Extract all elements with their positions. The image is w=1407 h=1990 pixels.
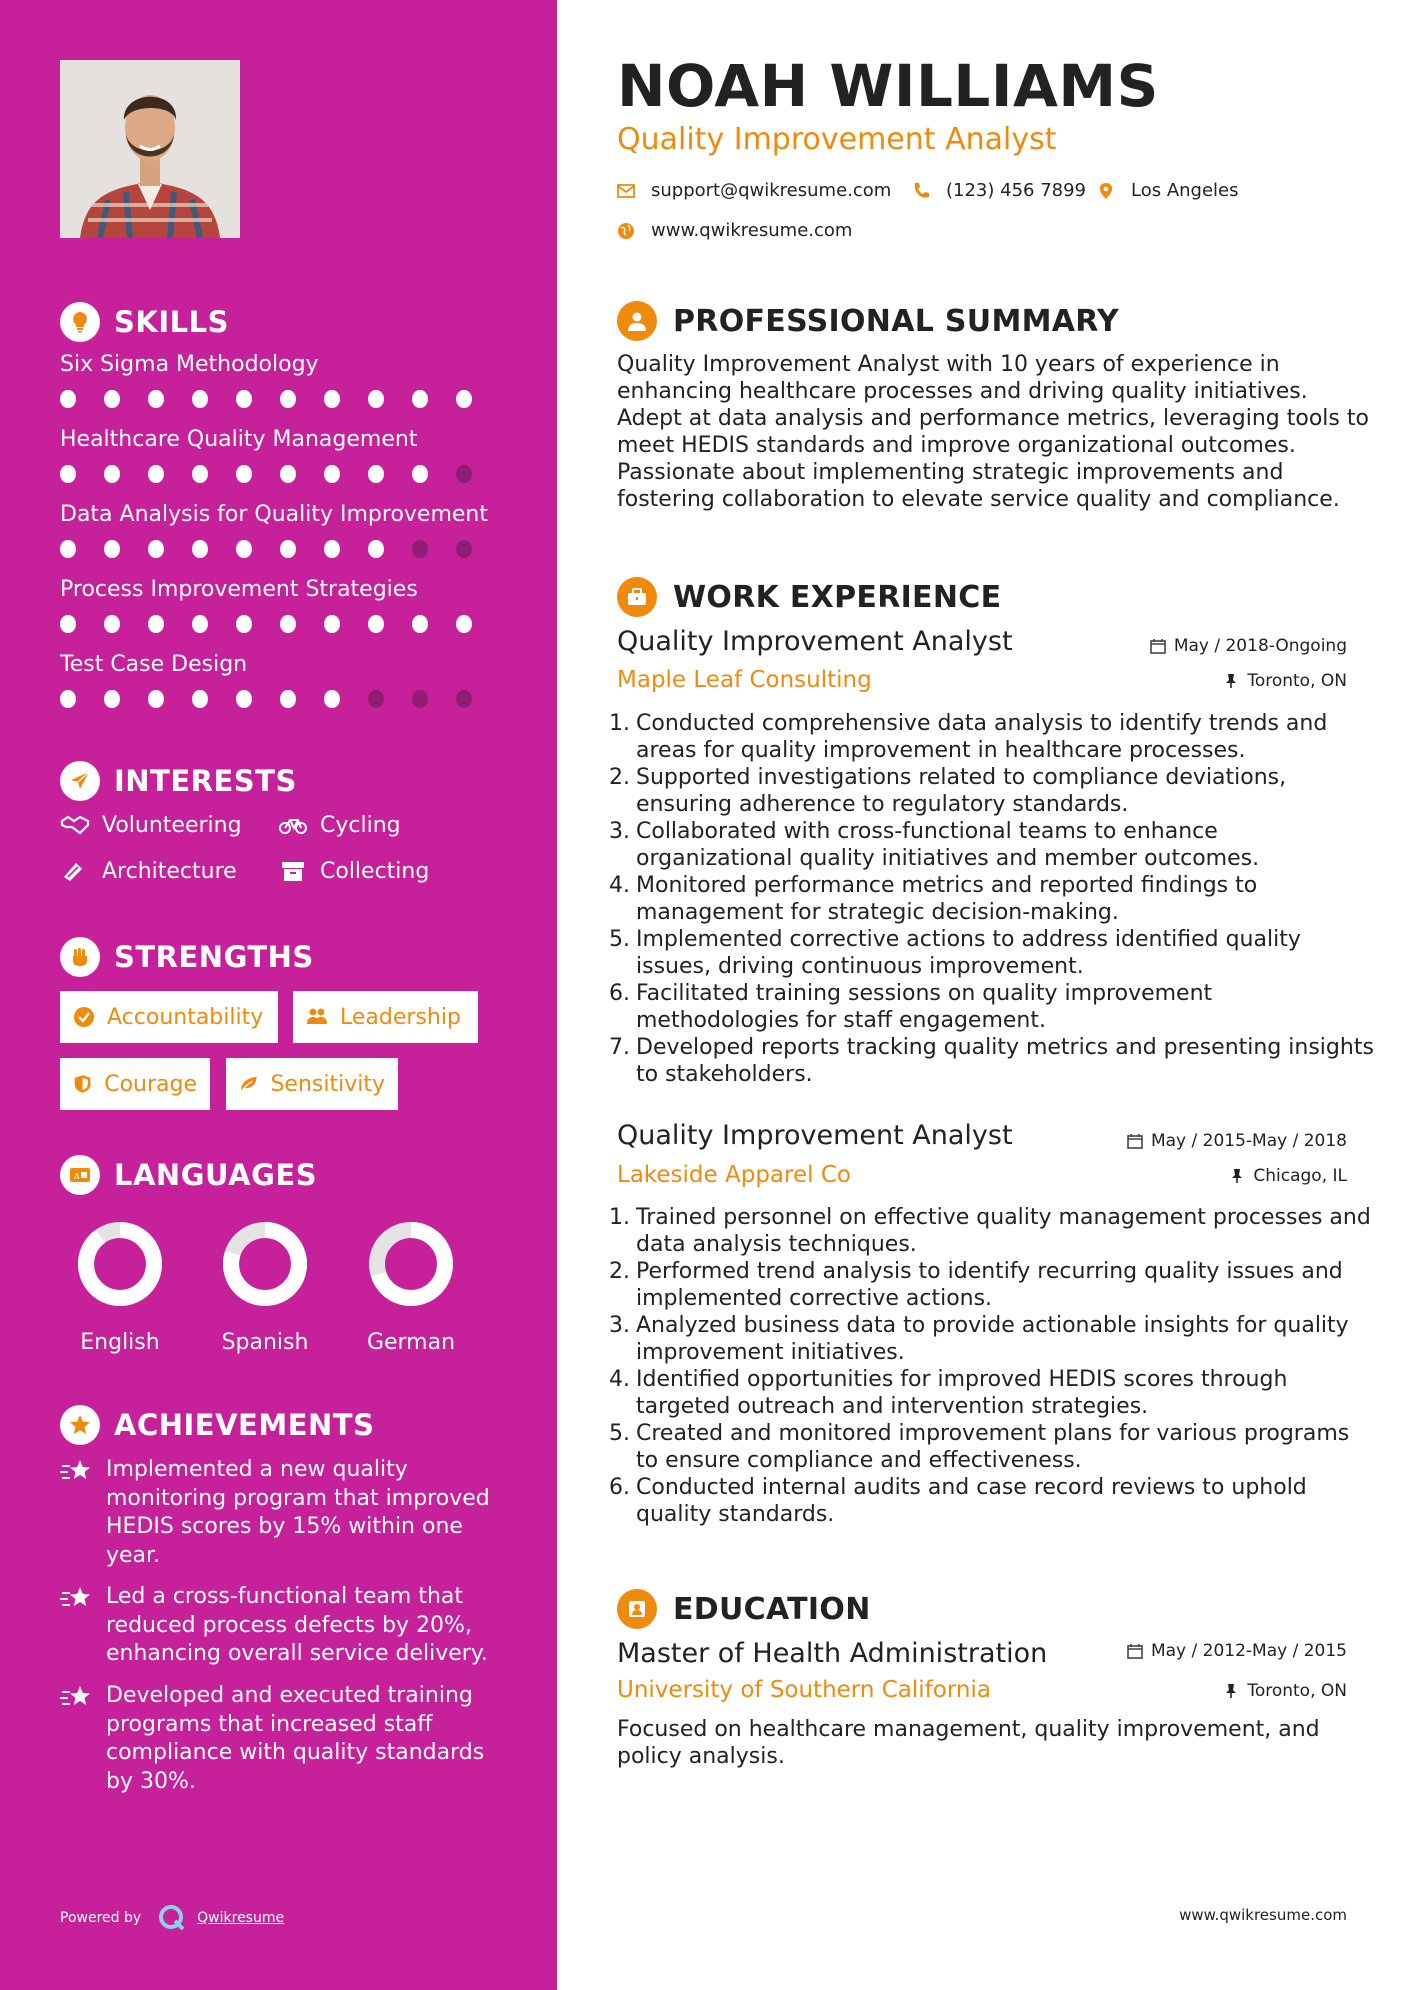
skill-item [60, 350, 500, 408]
bullet-number: 6. [609, 1475, 630, 1500]
interest-label: Architecture [102, 858, 237, 884]
skill-level-dots [60, 540, 500, 558]
powered-by-label: Powered by [60, 1910, 142, 1926]
bullet-text: Facilitated training sessions on quality improvement methodologies for staff engagement. [636, 981, 1213, 1033]
fist-icon [60, 937, 100, 977]
interest-collecting [278, 856, 429, 886]
skill-dot-filled [192, 390, 208, 408]
job-location-text: Toronto, ON [1247, 671, 1347, 691]
strengths-section-header [60, 935, 314, 979]
website-text: www.qwikresume.com [651, 220, 853, 241]
education-section-header [617, 1587, 871, 1631]
contact-website[interactable] [617, 220, 852, 241]
skill-dot-filled [368, 540, 384, 558]
job-bullet [609, 872, 1374, 926]
briefcase-icon [617, 577, 657, 617]
job-bullet-list [609, 1204, 1374, 1528]
skill-dot-filled [236, 540, 252, 558]
svg-text:A: A [74, 1172, 80, 1181]
strength-courage [60, 1058, 210, 1110]
strength-sensitivity [226, 1058, 398, 1110]
achievements-section-header [60, 1403, 374, 1447]
interest-label: Volunteering [102, 812, 242, 838]
contact-phone[interactable] [912, 180, 1086, 201]
skill-name: Healthcare Quality Management [60, 427, 418, 452]
skill-dot-filled [148, 465, 164, 483]
contact-email[interactable] [617, 180, 891, 201]
skill-dot-filled [324, 540, 340, 558]
job-location [1229, 1166, 1347, 1186]
job-bullet [609, 710, 1374, 764]
job-location-text: Chicago, IL [1253, 1166, 1347, 1186]
language-level-ring [365, 1218, 457, 1310]
phone-icon [912, 182, 930, 200]
interest-cycling [278, 810, 401, 840]
map-marker-icon [1097, 182, 1115, 200]
bullet-number: 3. [609, 1313, 630, 1338]
skill-dot-filled [192, 540, 208, 558]
skill-dot-filled [456, 615, 472, 633]
sidebar [0, 0, 557, 1990]
education-location-text: Toronto, ON [1247, 1681, 1347, 1701]
skill-dot-empty [456, 465, 472, 483]
skill-item [60, 575, 500, 633]
education-location [1223, 1681, 1347, 1701]
skill-dot-filled [324, 615, 340, 633]
star-list-icon [60, 1458, 92, 1486]
calendar-icon [1150, 638, 1166, 654]
experience-title: WORK EXPERIENCE [673, 579, 1002, 615]
bullet-text: Implemented corrective actions to address identified quality issues, driving continuous improvement. [636, 927, 1301, 979]
skill-dot-filled [104, 540, 120, 558]
skill-dot-filled [236, 690, 252, 708]
bullet-text: Monitored performance metrics and reported findings to management for strategic decision-making. [636, 873, 1258, 925]
bullet-text: Developed reports tracking quality metrics and presenting insights to stakeholders. [636, 1035, 1374, 1087]
bullet-number: 1. [609, 711, 630, 736]
star-list-icon [60, 1585, 92, 1613]
summary-section-header [617, 299, 1119, 343]
skill-dot-filled [412, 615, 428, 633]
graduation-icon [617, 1589, 657, 1629]
star-badge-icon [60, 1405, 100, 1445]
skill-item [60, 650, 500, 708]
leaf-icon [239, 1073, 258, 1095]
experience-section-header [617, 575, 1001, 619]
strength-label: Courage [104, 1071, 197, 1097]
skill-dot-filled [192, 690, 208, 708]
education-title: EDUCATION [673, 1591, 871, 1627]
user-icon [617, 301, 657, 341]
interest-label: Collecting [320, 858, 430, 884]
skill-dot-filled [368, 465, 384, 483]
job-bullet [609, 1312, 1374, 1366]
job-bullet [609, 1258, 1374, 1312]
bullet-text: Conducted internal audits and case record reviews to uphold quality standards. [636, 1475, 1307, 1527]
achievement-text: Led a cross-functional team that reduced process defects by 20%, enhancing overall service delivery. [106, 1584, 488, 1666]
skill-level-dots [60, 465, 500, 483]
skill-name: Process Improvement Strategies [60, 577, 418, 602]
skill-dot-filled [236, 615, 252, 633]
bullet-text: Identified opportunities for improved HEDIS scores through targeted outreach and intervention strategies. [636, 1367, 1288, 1419]
users-icon [306, 1006, 328, 1028]
skill-level-dots [60, 690, 500, 708]
skill-dot-empty [412, 540, 428, 558]
bullet-number: 2. [609, 765, 630, 790]
language-icon [60, 1155, 100, 1195]
footer-url[interactable]: www.qwikresume.com [1179, 1906, 1347, 1924]
skill-level-dots [60, 390, 500, 408]
job-dates-text: May / 2018-Ongoing [1173, 636, 1347, 656]
job-bullet [609, 1366, 1374, 1420]
skill-dot-filled [192, 465, 208, 483]
bullet-number: 6. [609, 981, 630, 1006]
check-circle-icon [73, 1006, 95, 1028]
skill-item [60, 425, 500, 483]
interests-section-header [60, 759, 297, 803]
location-text: Los Angeles [1131, 180, 1239, 201]
skill-dot-filled [148, 615, 164, 633]
company-name: Lakeside Apparel Co [617, 1162, 851, 1188]
skill-dot-filled [280, 690, 296, 708]
contact-location [1097, 180, 1239, 201]
skill-dot-empty [368, 690, 384, 708]
language-item [205, 1218, 325, 1355]
candidate-name: NOAH WILLIAMS [617, 52, 1159, 120]
skill-dot-filled [324, 690, 340, 708]
skill-dot-filled [148, 390, 164, 408]
skill-dot-filled [280, 465, 296, 483]
education-dates [1127, 1641, 1347, 1661]
bullet-number: 2. [609, 1259, 630, 1284]
skill-dot-empty [456, 690, 472, 708]
interest-volunteering [60, 810, 242, 840]
achievement-text: Implemented a new quality monitoring program that improved HEDIS scores by 15% within one year. [106, 1457, 490, 1568]
job-title: Quality Improvement Analyst [617, 1120, 1013, 1151]
skill-level-dots [60, 615, 500, 633]
skill-name: Test Case Design [60, 652, 248, 677]
language-name: Spanish [221, 1330, 309, 1355]
skill-dot-filled [60, 465, 76, 483]
strength-label: Accountability [107, 1004, 264, 1030]
bullet-text: Created and monitored improvement plans for various programs to ensure compliance and effectiveness. [636, 1421, 1350, 1473]
candidate-role: Quality Improvement Analyst [617, 122, 1057, 157]
degree-title: Master of Health Administration [617, 1638, 1048, 1669]
bullet-number: 5. [609, 1421, 630, 1446]
strength-label: Sensitivity [270, 1071, 385, 1097]
skill-dot-filled [412, 465, 428, 483]
skill-name: Six Sigma Methodology [60, 352, 319, 377]
lightbulb-icon [60, 302, 100, 342]
strength-leadership [293, 991, 478, 1043]
job-bullet [609, 1204, 1374, 1258]
interest-label: Cycling [320, 812, 401, 838]
skill-dot-filled [192, 615, 208, 633]
skill-name: Data Analysis for Quality Improvement [60, 502, 489, 527]
skill-dot-filled [368, 615, 384, 633]
interests-title: INTERESTS [114, 764, 297, 798]
skill-dot-filled [104, 465, 120, 483]
skill-dot-empty [456, 540, 472, 558]
calendar-icon [1127, 1643, 1143, 1659]
job-bullet [609, 1474, 1374, 1528]
job-bullet [609, 980, 1374, 1034]
education-dates-text: May / 2012-May / 2015 [1150, 1641, 1347, 1661]
bullet-number: 3. [609, 819, 630, 844]
powered-by [60, 1903, 284, 1933]
bullet-text: Collaborated with cross-functional teams to enhance organizational quality initiatives and member outcomes. [636, 819, 1260, 871]
strength-accountability [60, 991, 278, 1043]
pin-icon [1223, 673, 1239, 689]
skill-dot-filled [412, 390, 428, 408]
language-name: English [80, 1330, 160, 1355]
language-level-ring [74, 1218, 166, 1310]
archive-icon [278, 859, 308, 883]
email-text: support@qwikresume.com [651, 180, 892, 201]
achievement-item [60, 1682, 505, 1796]
skill-dot-filled [324, 390, 340, 408]
achievement-text: Developed and executed training programs that increased staff compliance with quality standards by 30%. [106, 1683, 485, 1794]
shield-icon [73, 1073, 92, 1095]
company-name: Maple Leaf Consulting [617, 667, 872, 693]
summary-title: PROFESSIONAL SUMMARY [673, 303, 1120, 339]
skill-dot-filled [60, 540, 76, 558]
pencil-ruler-icon [60, 859, 90, 883]
bullet-number: 4. [609, 873, 630, 898]
job-bullet [609, 818, 1374, 872]
language-item [60, 1218, 180, 1355]
language-name: German [366, 1330, 456, 1355]
skill-dot-filled [456, 390, 472, 408]
languages-title: LANGUAGES [114, 1158, 318, 1192]
skills-section-header [60, 300, 229, 344]
globe-icon [617, 222, 635, 240]
main-content [557, 0, 1407, 1990]
achievement-item [60, 1583, 505, 1669]
calendar-icon [1127, 1133, 1143, 1149]
bullet-text: Trained personnel on effective quality management processes and data analysis techniques. [636, 1205, 1371, 1257]
job-bullet [609, 764, 1374, 818]
skill-dot-filled [148, 690, 164, 708]
skill-dot-filled [236, 390, 252, 408]
phone-text: (123) 456 7899 [946, 180, 1087, 201]
bullet-number: 5. [609, 927, 630, 952]
achievement-item [60, 1456, 505, 1570]
star-list-icon [60, 1684, 92, 1712]
bullet-number: 4. [609, 1367, 630, 1392]
skill-dot-filled [104, 390, 120, 408]
skill-dot-filled [324, 465, 340, 483]
skill-dot-filled [60, 390, 76, 408]
job-bullet [609, 1034, 1374, 1088]
envelope-icon [617, 182, 635, 200]
skill-dot-filled [148, 540, 164, 558]
skill-dot-filled [104, 690, 120, 708]
job-bullet [609, 926, 1374, 980]
bullet-text: Performed trend analysis to identify recurring quality issues and implemented corrective actions. [636, 1259, 1343, 1311]
skill-dot-filled [60, 615, 76, 633]
language-level-ring [219, 1218, 311, 1310]
skill-dot-filled [280, 540, 296, 558]
job-location [1223, 671, 1347, 691]
skill-dot-filled [368, 390, 384, 408]
strength-label: Leadership [340, 1004, 461, 1030]
bullet-text: Supported investigations related to compliance deviations, ensuring adherence to regulatory standards. [636, 765, 1287, 817]
skill-dot-filled [60, 690, 76, 708]
job-bullet-list [609, 710, 1374, 1088]
skill-dot-filled [280, 390, 296, 408]
bullet-number: 7. [609, 1035, 630, 1060]
skills-title: SKILLS [114, 305, 229, 339]
skill-dot-empty [412, 690, 428, 708]
job-dates [1150, 636, 1347, 656]
language-ring-fill [86, 1230, 154, 1298]
achievements-title: ACHIEVEMENTS [114, 1408, 375, 1442]
language-item [351, 1218, 471, 1355]
bullet-text: Conducted comprehensive data analysis to identify trends and areas for quality improvement in healthcare processes. [636, 711, 1328, 763]
bullet-text: Analyzed business data to provide actionable insights for quality improvement initiatives. [636, 1313, 1349, 1365]
qwikresume-link[interactable]: Qwikresume [197, 1910, 285, 1926]
skill-dot-filled [236, 465, 252, 483]
pin-icon [1223, 1683, 1239, 1699]
school-name: University of Southern California [617, 1677, 991, 1703]
handshake-icon [60, 813, 90, 837]
bullet-number: 1. [609, 1205, 630, 1230]
skill-dot-filled [280, 615, 296, 633]
languages-section-header [60, 1153, 317, 1197]
skill-item [60, 500, 500, 558]
job-dates-text: May / 2015-May / 2018 [1150, 1131, 1347, 1151]
qwikresume-logo-icon [157, 1903, 187, 1933]
job-dates [1127, 1131, 1347, 1151]
pin-icon [1229, 1168, 1245, 1184]
profile-photo [60, 60, 240, 238]
paper-plane-icon [60, 761, 100, 801]
job-title: Quality Improvement Analyst [617, 626, 1013, 657]
strengths-title: STRENGTHS [114, 940, 314, 974]
job-bullet [609, 1420, 1374, 1474]
bicycle-icon [278, 813, 308, 837]
interest-architecture [60, 856, 237, 886]
education-description: Focused on healthcare management, quality improvement, and policy analysis. [617, 1717, 1320, 1769]
summary-text: Quality Improvement Analyst with 10 years of experience in enhancing healthcare processes and driving quality initiatives. Adept at data analysis and performance metrics, leveraging tools to meet HEDIS standards and improve organizational outcomes. Passionate about implementing strategic improvements and fostering collaboration to elevate service quality and compliance. [617, 352, 1369, 512]
skill-dot-filled [104, 615, 120, 633]
